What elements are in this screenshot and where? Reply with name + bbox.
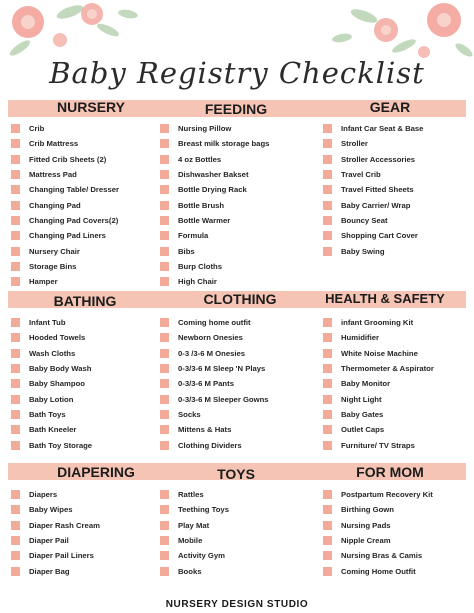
checkbox[interactable] (160, 277, 169, 286)
checklist-item (11, 437, 92, 452)
checklist-item-label: Baby Monitor (341, 379, 391, 389)
checkbox[interactable] (323, 410, 332, 419)
checklist-item (323, 228, 423, 243)
section-title-feeding: FEEDING (204, 101, 268, 117)
checklist-item (323, 502, 433, 517)
checklist-item (323, 407, 434, 422)
checklist-item-label: Socks (178, 409, 201, 419)
checkbox[interactable] (11, 410, 20, 419)
checkbox[interactable] (323, 185, 332, 194)
checkbox[interactable] (11, 262, 20, 271)
checkbox[interactable] (160, 521, 169, 530)
checklist-item-label: White Noise Machine (341, 348, 418, 358)
checkbox[interactable] (160, 231, 169, 240)
bathing-list (11, 315, 92, 453)
checkbox[interactable] (160, 425, 169, 434)
checkbox[interactable] (160, 441, 169, 450)
checkbox[interactable] (11, 441, 20, 450)
checklist-item-label: Stroller Accessories (341, 154, 416, 164)
checklist-item (11, 315, 92, 330)
checklist-item-label: Hamper (29, 277, 58, 287)
checklist-item (323, 548, 433, 563)
checkbox[interactable] (160, 333, 169, 342)
for-mom-list (323, 487, 433, 579)
floral-decoration-left (0, 0, 150, 60)
checklist-item-label: Mattress Pad (29, 170, 77, 180)
checklist-item (323, 330, 434, 345)
checklist-item (160, 121, 269, 136)
checkbox[interactable] (160, 155, 169, 164)
checklist-item-label: Thermometer & Aspirator (341, 364, 434, 374)
checkbox[interactable] (323, 536, 332, 545)
checkbox[interactable] (160, 395, 169, 404)
checklist-item (160, 136, 269, 151)
checklist-item (160, 548, 229, 563)
checklist-item-label: Diaper Pail (29, 536, 69, 546)
checklist-item-label: Bottle Warmer (178, 215, 231, 225)
section-title-nursery: NURSERY (57, 99, 125, 115)
checklist-item (11, 167, 119, 182)
checkbox[interactable] (160, 410, 169, 419)
checkbox[interactable] (160, 536, 169, 545)
checklist-item (11, 228, 119, 243)
checklist-item (160, 182, 269, 197)
checklist-item-label: Bouncy Seat (341, 215, 388, 225)
checkbox[interactable] (323, 425, 332, 434)
feeding-list (160, 121, 269, 289)
checklist-item (160, 391, 269, 406)
checkbox[interactable] (160, 318, 169, 327)
checklist-item-label: Coming Home Outfit (341, 566, 416, 576)
checklist-item-label: Nursing Pads (341, 520, 391, 530)
checklist-item-label: Humidifier (341, 333, 380, 343)
section-title-for-mom: FOR MOM (356, 464, 424, 480)
page-title: Baby Registry Checklist (49, 56, 425, 90)
checkbox[interactable] (323, 441, 332, 450)
checklist-item (11, 361, 92, 376)
checklist-item-label: Clothing Dividers (178, 440, 242, 450)
checkbox[interactable] (323, 567, 332, 576)
checkbox[interactable] (323, 364, 332, 373)
checklist-item-label: Furniture/ TV Straps (341, 440, 415, 450)
checkbox[interactable] (160, 185, 169, 194)
checklist-item-label: Shopping Cart Cover (341, 231, 418, 241)
clothing-list (160, 315, 269, 453)
checkbox[interactable] (160, 490, 169, 499)
checkbox[interactable] (11, 333, 20, 342)
checkbox[interactable] (323, 379, 332, 388)
section-title-gear: GEAR (369, 99, 411, 115)
checkbox[interactable] (323, 505, 332, 514)
checklist-item-label: Formula (178, 231, 209, 241)
checklist-item (160, 563, 229, 578)
checklist-item-label: Fitted Crib Sheets (2) (29, 154, 107, 164)
checklist-item (11, 502, 100, 517)
checklist-item-label: Baby Body Wash (29, 364, 92, 374)
checklist-item-label: Bath Toy Storage (29, 440, 93, 450)
checklist-item-label: 0-3/3-6 M Pants (178, 379, 234, 389)
checklist-item-label: Nursing Pillow (178, 124, 232, 134)
checkbox[interactable] (11, 201, 20, 210)
checklist-item-label: Diaper Pail Liners (29, 551, 94, 561)
checklist-item-label: Outlet Caps (341, 425, 385, 435)
checkbox[interactable] (323, 333, 332, 342)
checkbox[interactable] (160, 201, 169, 210)
checklist-item-label: Teething Toys (178, 505, 229, 515)
checklist-item (323, 422, 434, 437)
checkbox[interactable] (323, 395, 332, 404)
checkbox[interactable] (11, 231, 20, 240)
checklist-item (160, 315, 269, 330)
checklist-item (160, 197, 269, 212)
checklist-item-label: 0-3 /3-6 M Onesies (178, 348, 246, 358)
checklist-item (323, 391, 434, 406)
checklist-item-label: Nipple Cream (341, 536, 391, 546)
checklist-item (11, 243, 119, 258)
checkbox[interactable] (323, 201, 332, 210)
checklist-item-label: 0-3/3-6 M Sleep 'N Plays (178, 364, 266, 374)
checklist-item (11, 182, 119, 197)
checklist-item (11, 197, 119, 212)
checkbox[interactable] (323, 155, 332, 164)
checklist-item-label: Baby Gates (341, 409, 384, 419)
checklist-item-label: Changing Table/ Dresser (29, 185, 119, 195)
checklist-item-label: Breast milk storage bags (178, 139, 270, 149)
checklist-item (323, 487, 433, 502)
checklist-item (160, 376, 269, 391)
checklist-item-label: Crib (29, 124, 45, 134)
checkbox[interactable] (11, 395, 20, 404)
checklist-item-label: High Chair (178, 277, 217, 287)
checklist-item (160, 533, 229, 548)
checklist-item (11, 487, 100, 502)
checkbox[interactable] (160, 551, 169, 560)
checklist-item (11, 548, 100, 563)
checklist-item (323, 346, 434, 361)
checklist-item-label: Changing Pad (29, 200, 81, 210)
checklist-item (11, 407, 92, 422)
checkbox[interactable] (11, 567, 20, 576)
checklist-item-label: Bath Toys (29, 409, 66, 419)
checklist-item-label: 0-3/3-6 M Sleeper Gowns (178, 394, 269, 404)
checklist-item-label: Baby Swing (341, 246, 385, 256)
checkbox[interactable] (11, 185, 20, 194)
checklist-item (160, 243, 269, 258)
checklist-item-label: Books (178, 566, 202, 576)
checklist-item-label: Burp Cloths (178, 261, 222, 271)
checklist-item (323, 518, 433, 533)
diapering-list (11, 487, 100, 579)
checklist-item-label: Crib Mattress (29, 139, 79, 149)
checkbox[interactable] (11, 536, 20, 545)
checkbox[interactable] (323, 124, 332, 133)
checklist-item-label: Stroller (341, 139, 368, 149)
checklist-item (323, 136, 423, 151)
checklist-item-label: Bottle Brush (178, 200, 225, 210)
checklist-item (323, 563, 433, 578)
checklist-item (11, 346, 92, 361)
checklist-item (160, 407, 269, 422)
checklist-item-label: Diaper Rash Cream (29, 520, 100, 530)
checklist-item (11, 121, 119, 136)
checklist-item (11, 563, 100, 578)
checklist-item (160, 437, 269, 452)
checkbox[interactable] (323, 349, 332, 358)
checklist-item-label: Hooded Towels (29, 333, 86, 343)
section-title-diapering: DIAPERING (57, 464, 135, 480)
checkbox[interactable] (11, 155, 20, 164)
checkbox[interactable] (160, 247, 169, 256)
toys-list (160, 487, 229, 579)
footer-brand: NURSERY DESIGN STUDIO (165, 599, 309, 610)
checklist-item-label: Play Mat (178, 520, 210, 530)
checkbox[interactable] (323, 551, 332, 560)
checklist-item (11, 136, 119, 151)
checklist-item-label: Storage Bins (29, 261, 77, 271)
checklist-item-label: Bottle Drying Rack (178, 185, 247, 195)
checklist-item-label: Rattles (178, 490, 204, 500)
checkbox[interactable] (11, 505, 20, 514)
checklist-item-label: 4 oz Bottles (178, 154, 222, 164)
checkbox[interactable] (160, 364, 169, 373)
checklist-item-label: Birthing Gown (341, 505, 394, 515)
checkbox[interactable] (11, 247, 20, 256)
checklist-item (11, 533, 100, 548)
checkbox[interactable] (11, 551, 20, 560)
checklist-item (160, 330, 269, 345)
checkbox[interactable] (11, 216, 20, 225)
checklist-item (160, 228, 269, 243)
checklist-item (160, 422, 269, 437)
checklist-item (323, 437, 434, 452)
checklist-item-label: Newborn Onesies (178, 333, 243, 343)
checklist-item (11, 274, 119, 289)
checkbox[interactable] (323, 247, 332, 256)
checklist-item-label: Travel Crib (341, 170, 381, 180)
checkbox[interactable] (160, 349, 169, 358)
checklist-item-label: Baby Shampoo (29, 379, 85, 389)
nursery-list (11, 121, 119, 289)
checkbox[interactable] (160, 379, 169, 388)
checklist-item-label: Baby Wipes (29, 505, 73, 515)
checklist-item (11, 213, 119, 228)
checklist-item-label: Coming home outfit (178, 318, 251, 328)
checkbox[interactable] (323, 490, 332, 499)
checkbox[interactable] (11, 277, 20, 286)
checkbox[interactable] (11, 124, 20, 133)
checklist-item (323, 315, 434, 330)
checklist-item (160, 274, 269, 289)
checkbox[interactable] (11, 490, 20, 499)
checkbox[interactable] (11, 364, 20, 373)
checklist-item-label: Infant Tub (29, 318, 66, 328)
checkbox[interactable] (160, 170, 169, 179)
checklist-item (11, 376, 92, 391)
checkbox[interactable] (160, 567, 169, 576)
checkbox[interactable] (11, 170, 20, 179)
checkbox[interactable] (160, 139, 169, 148)
section-title-clothing: CLOTHING (203, 291, 277, 307)
section-title-health-safety: HEALTH & SAFETY (325, 291, 445, 306)
checklist-item (11, 422, 92, 437)
checklist-item (160, 259, 269, 274)
checklist-item-label: Nursery Chair (29, 246, 80, 256)
checklist-item-label: Diapers (29, 490, 58, 500)
checklist-item (160, 213, 269, 228)
checklist-item (160, 361, 269, 376)
floral-decoration-right (324, 0, 474, 60)
checkbox[interactable] (160, 262, 169, 271)
checkbox[interactable] (323, 521, 332, 530)
checklist-item (160, 518, 229, 533)
checkbox[interactable] (160, 124, 169, 133)
checklist-item (323, 376, 434, 391)
checklist-item-label: Mittens & Hats (178, 425, 232, 435)
checkbox[interactable] (160, 505, 169, 514)
checklist-item-label: infant Grooming Kit (341, 318, 414, 328)
checklist-item (11, 518, 100, 533)
checklist-item-label: Infant Car Seat & Base (341, 124, 424, 134)
checkbox[interactable] (323, 231, 332, 240)
checklist-item (323, 213, 423, 228)
checklist-item (323, 167, 423, 182)
checklist-item-label: Postpartum Recovery Kit (341, 490, 433, 500)
checkbox[interactable] (160, 216, 169, 225)
checklist-item-label: Bath Kneeler (29, 425, 77, 435)
checklist-item-label: Nursing Bras & Camis (341, 551, 423, 561)
checkbox[interactable] (11, 349, 20, 358)
checklist-item (323, 533, 433, 548)
checklist-item (323, 243, 423, 258)
checklist-item (11, 152, 119, 167)
checklist-item (323, 152, 423, 167)
health-safety-list (323, 315, 434, 453)
checklist-item-label: Baby Lotion (29, 394, 74, 404)
checklist-item (323, 182, 423, 197)
gear-list (323, 121, 423, 259)
section-title-bathing: BATHING (53, 293, 117, 309)
checklist-item-label: Activity Gym (178, 551, 225, 561)
checklist-item-label: Mobile (178, 536, 203, 546)
checkbox[interactable] (323, 216, 332, 225)
checklist-item-label: Changing Pad Liners (29, 231, 106, 241)
checklist-item (160, 152, 269, 167)
checklist-item-label: Changing Pad Covers(2) (29, 215, 119, 225)
checklist-item (11, 391, 92, 406)
section-title-toys: TOYS (217, 466, 255, 482)
checklist-item (160, 167, 269, 182)
checklist-item-label: Travel Fitted Sheets (341, 185, 414, 195)
checklist-item (160, 346, 269, 361)
checklist-item-label: Bibs (178, 246, 195, 256)
checkbox[interactable] (11, 318, 20, 327)
checklist-item-label: Dishwasher Bakset (178, 170, 249, 180)
checklist-item (11, 259, 119, 274)
checkbox[interactable] (323, 318, 332, 327)
checklist-item (160, 487, 229, 502)
checkbox[interactable] (11, 425, 20, 434)
checklist-item (11, 330, 92, 345)
checkbox[interactable] (11, 139, 20, 148)
checklist-item-label: Diaper Bag (29, 566, 70, 576)
checkbox[interactable] (323, 170, 332, 179)
checklist-item (323, 121, 423, 136)
checklist-item (323, 197, 423, 212)
checklist-item (160, 502, 229, 517)
checkbox[interactable] (11, 379, 20, 388)
checklist-item (323, 361, 434, 376)
checklist-item-label: Baby Carrier/ Wrap (341, 200, 411, 210)
checkbox[interactable] (11, 521, 20, 530)
checklist-item-label: Wash Cloths (29, 348, 76, 358)
checklist-item-label: Night Light (341, 394, 382, 404)
checkbox[interactable] (323, 139, 332, 148)
